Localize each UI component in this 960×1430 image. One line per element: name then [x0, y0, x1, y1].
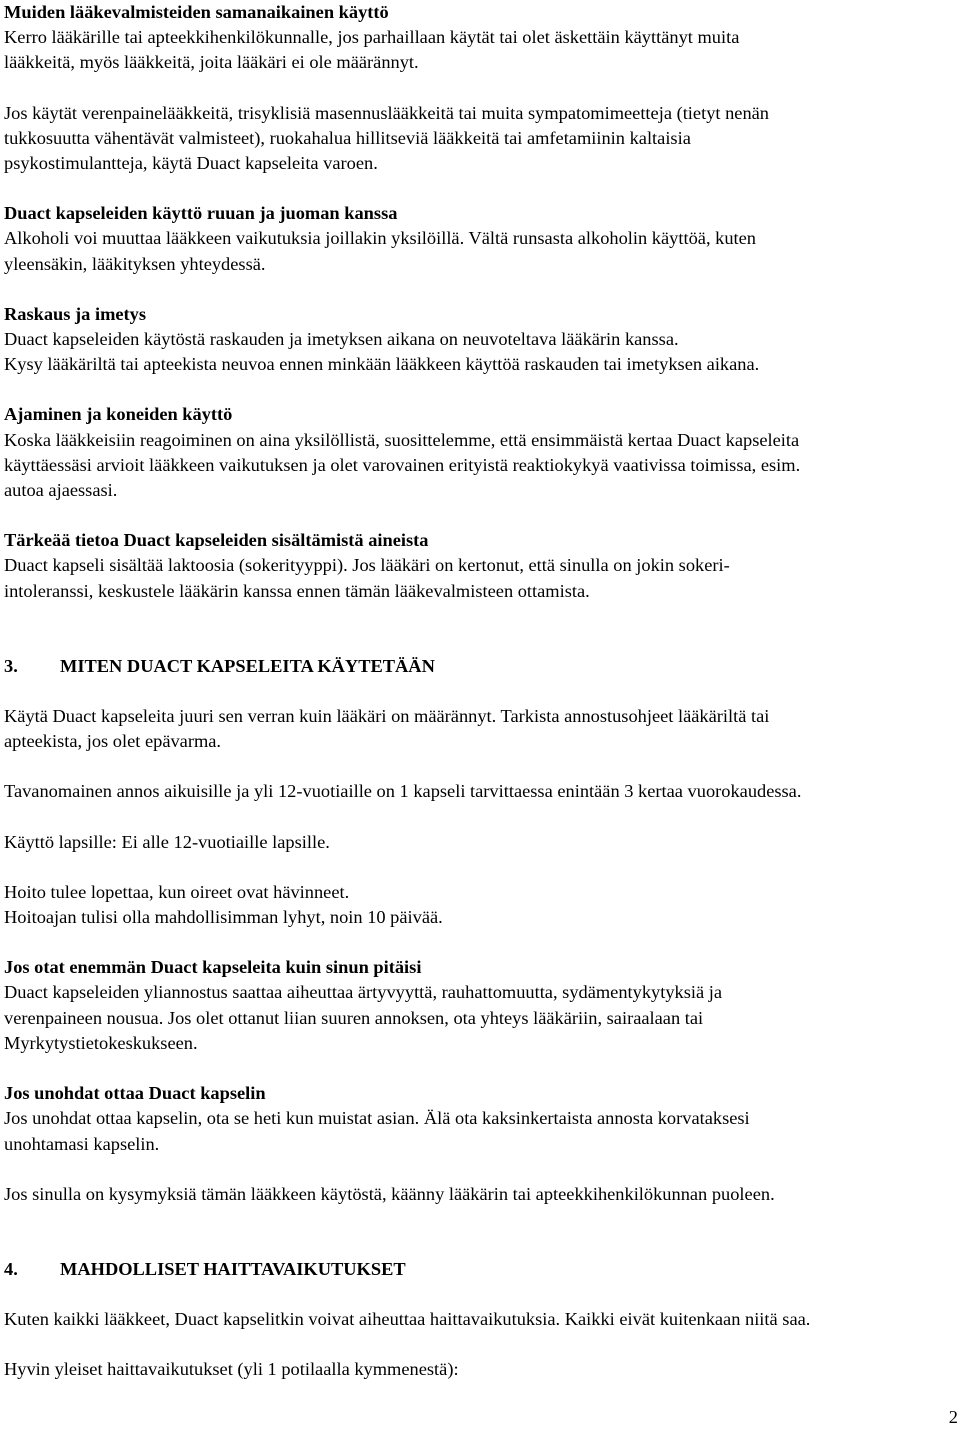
paragraph-line: Käyttö lapsille: Ei alle 12-vuotiaille lapsille.: [4, 831, 330, 852]
heading-driving: Ajaminen ja koneiden käyttö: [4, 404, 233, 425]
paragraph-line: Myrkytystietokeskukseen.: [4, 1032, 198, 1053]
section-number: 4.: [4, 1258, 18, 1279]
paragraph-line: Duact kapseli sisältää laktoosia (sokerityyppi). Jos lääkäri on kertonut, että sinulla on jokin sokeri-: [4, 555, 730, 576]
heading-food-drink: Duact kapseleiden käyttö ruuan ja juoman kanssa: [4, 203, 398, 224]
heading-other-medicines: Muiden lääkevalmisteiden samanaikainen käyttö: [4, 2, 389, 22]
paragraph-line: Hyvin yleiset haittavaikutukset (yli 1 potilaalla kymmenestä):: [4, 1359, 459, 1380]
paragraph-line: Käytä Duact kapseleita juuri sen verran kuin lääkäri on määrännyt. Tarkista annostusohjeet lääkäriltä tai: [4, 706, 770, 727]
paragraph-line: käyttäessäsi arvioit lääkkeen vaikutuksen ja olet varovainen erityistä reaktiokykyä vaativissa toimissa, esim.: [4, 454, 801, 475]
heading-overdose: Jos otat enemmän Duact kapseleita kuin sinun pitäisi: [4, 957, 422, 978]
paragraph-line: Hoitoajan tulisi olla mahdollisimman lyhyt, noin 10 päivää.: [4, 907, 443, 928]
section-number: 3.: [4, 655, 18, 676]
paragraph-line: autoa ajaessasi.: [4, 480, 118, 501]
heading-ingredients: Tärkeää tietoa Duact kapseleiden sisältämistä aineista: [4, 530, 429, 551]
paragraph-line: yleensäkin, lääkityksen yhteydessä.: [4, 253, 266, 274]
paragraph-line: Koska lääkkeisiin reagoiminen on aina yksilöllistä, suosittelemme, että ensimmäistä kertaa Duact kapseleita: [4, 429, 800, 450]
paragraph-line: intoleranssi, keskustele lääkärin kanssa ennen tämän lääkevalmisteen ottamista.: [4, 580, 590, 601]
paragraph-line: Duact kapseleiden käytöstä raskauden ja imetyksen aikana on neuvoteltava lääkärin kanssa.: [4, 329, 679, 350]
section-heading-4: [4, 1257, 954, 1282]
heading-pregnancy: Raskaus ja imetys: [4, 303, 147, 324]
heading-missed-dose: Jos unohdat ottaa Duact kapselin: [4, 1083, 266, 1104]
paragraph-line: Kysy lääkäriltä tai apteekista neuvoa ennen minkään lääkkeen käyttöä raskauden tai imetyksen aikana.: [4, 354, 760, 375]
paragraph-line: lääkkeitä, myös lääkkeitä, joita lääkäri ei ole määrännyt.: [4, 52, 419, 73]
document-page: [4, 0, 954, 1383]
paragraph-line: apteekista, jos olet epävarma.: [4, 731, 222, 752]
paragraph-line: Hoito tulee lopettaa, kun oireet ovat hävinneet.: [4, 881, 350, 902]
paragraph-line: Jos sinulla on kysymyksiä tämän lääkkeen käytöstä, käänny lääkärin tai apteekkihenkilökunnan puoleen.: [4, 1183, 775, 1204]
paragraph-line: verenpaineen nousua. Jos olet ottanut liian suuren annoksen, ota yhteys lääkäriin, sairaalaan tai: [4, 1007, 704, 1028]
paragraph-line: Duact kapseleiden yliannostus saattaa aiheuttaa ärtyvyyttä, rauhattomuutta, sydämentykytyksiä ja: [4, 982, 723, 1003]
page-number: 2: [948, 1407, 958, 1427]
paragraph-line: Jos käytät verenpainelääkkeitä, trisyklisiä masennuslääkkeitä tai muita sympatomimeetteja (tietyt nenän: [4, 102, 770, 123]
section-heading-3: [4, 654, 954, 679]
paragraph-line: psykostimulantteja, käytä Duact kapseleita varoen.: [4, 153, 378, 174]
paragraph-line: Jos unohdat ottaa kapselin, ota se heti kun muistat asian. Älä ota kaksinkertaista annosta korvataksesi: [4, 1108, 750, 1129]
paragraph-line: Kerro lääkärille tai apteekkihenkilökunnalle, jos parhaillaan käytät tai olet äskettäin käyttänyt muita: [4, 27, 740, 48]
section-title: MAHDOLLISET HAITTAVAIKUTUKSET: [60, 1258, 406, 1279]
paragraph-line: Tavanomainen annos aikuisille ja yli 12-vuotiaille on 1 kapseli tarvittaessa enintään 3 kertaa vuorokaudessa.: [4, 781, 802, 802]
paragraph-line: Kuten kaikki lääkkeet, Duact kapselitkin voivat aiheuttaa haittavaikutuksia. Kaikki eivät kuitenkaan niitä saa.: [4, 1309, 811, 1330]
paragraph-line: unohtamasi kapselin.: [4, 1133, 160, 1154]
section-title: MITEN DUACT KAPSELEITA KÄYTETÄÄN: [60, 655, 435, 676]
paragraph-line: tukkosuutta vähentävät valmisteet), ruokahalua hillitseviä lääkkeitä tai amfetamiinin kaltaisia: [4, 127, 691, 148]
paragraph-line: Alkoholi voi muuttaa lääkkeen vaikutuksia joillakin yksilöillä. Vältä runsasta alkoholin käyttöä, kuten: [4, 228, 756, 249]
